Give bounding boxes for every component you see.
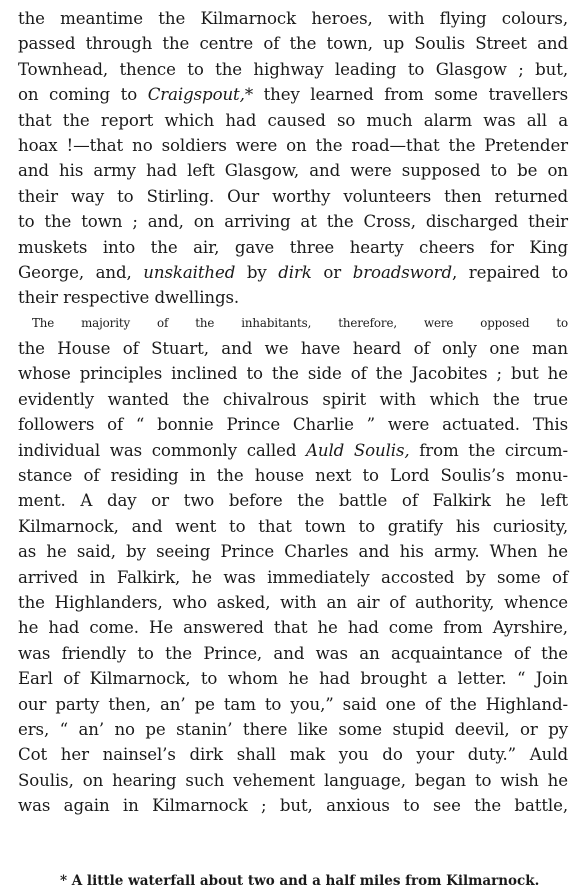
text-line: ers, “ an’ no pe stanin’ there like some stupid deevil, or py — [18, 719, 568, 739]
text-line: was friendly to the Prince, and was an acquaintance of the — [18, 643, 568, 663]
text-line: individual was commonly called Auld Soulis, from the circum- — [18, 440, 568, 460]
text-line: followers of “ bonnie Prince Charlie ” were actuated. This — [18, 415, 568, 435]
text-line: muskets into the air, gave three hearty cheers for King — [18, 237, 568, 257]
text-line: Kilmarnock, and went to that town to gratify his curiosity, — [18, 516, 568, 536]
text-line: whose principles inclined to the side of the Jacobites ; but he — [18, 364, 568, 384]
text-line: arrived in Falkirk, he was immediately accosted by some of — [18, 567, 568, 587]
text-line: their respective dwellings. — [18, 288, 240, 308]
text-line: Townhead, thence to the highway leading to Glasgow ; but, — [18, 59, 568, 79]
text-line: their way to Stirling. Our worthy volunteers then returned — [18, 186, 568, 206]
text-line: our party then, an’ pe tam to you,” said one of the Highland- — [18, 694, 568, 714]
footnote: * A little waterfall about two and a half miles from Kilmarnock. — [60, 873, 540, 889]
text-line: the meantime the Kilmarnock heroes, with flying colours, — [18, 9, 568, 28]
text-line: passed through the centre of the town, up Soulis Street and — [18, 34, 568, 54]
paragraph-2 — [18, 311, 568, 819]
text-line: ment. A day or two before the battle of Falkirk he left — [18, 491, 568, 511]
text-line: George, and, unskaithed by dirk or broadsword, repaired to — [18, 262, 569, 282]
page-body — [18, 6, 568, 819]
text-line: evidently wanted the chivalrous spirit with which the true — [18, 389, 568, 409]
text-line: he had come. He answered that he had come from Ayrshire, — [18, 618, 568, 638]
text-line: The majority of the inhabitants, therefore, were opposed to — [32, 315, 568, 330]
text-line: as he said, by seeing Prince Charles and his army. When he — [18, 542, 568, 562]
text-line: was again in Kilmarnock ; but, anxious to see the battle, — [18, 796, 568, 816]
text-line: the House of Stuart, and we have heard of only one man — [18, 339, 568, 359]
text-line: to the town ; and, on arriving at the Cross, discharged their — [18, 212, 568, 232]
text-line: on coming to Craigspout,* they learned from some travellers — [18, 85, 569, 105]
text-line: Earl of Kilmarnock, to whom he had brought a letter. “ Join — [18, 669, 568, 689]
text-line: stance of residing in the house next to Lord Soulis’s monu- — [18, 466, 568, 486]
text-line: the Highlanders, who asked, with an air of authority, whence — [18, 592, 568, 612]
text-line: hoax !—that no soldiers were on the road—that the Pretender — [18, 135, 568, 155]
text-line: Soulis, on hearing such vehement language, began to wish he — [18, 770, 568, 790]
paragraph-1 — [18, 6, 568, 311]
text-line: that the report which had caused so much alarm was all a — [18, 110, 568, 130]
text-line: Cot her nainsel’s dirk shall mak you do your duty.” Auld — [18, 745, 568, 765]
text-line: and his army had left Glasgow, and were supposed to be on — [18, 161, 568, 181]
